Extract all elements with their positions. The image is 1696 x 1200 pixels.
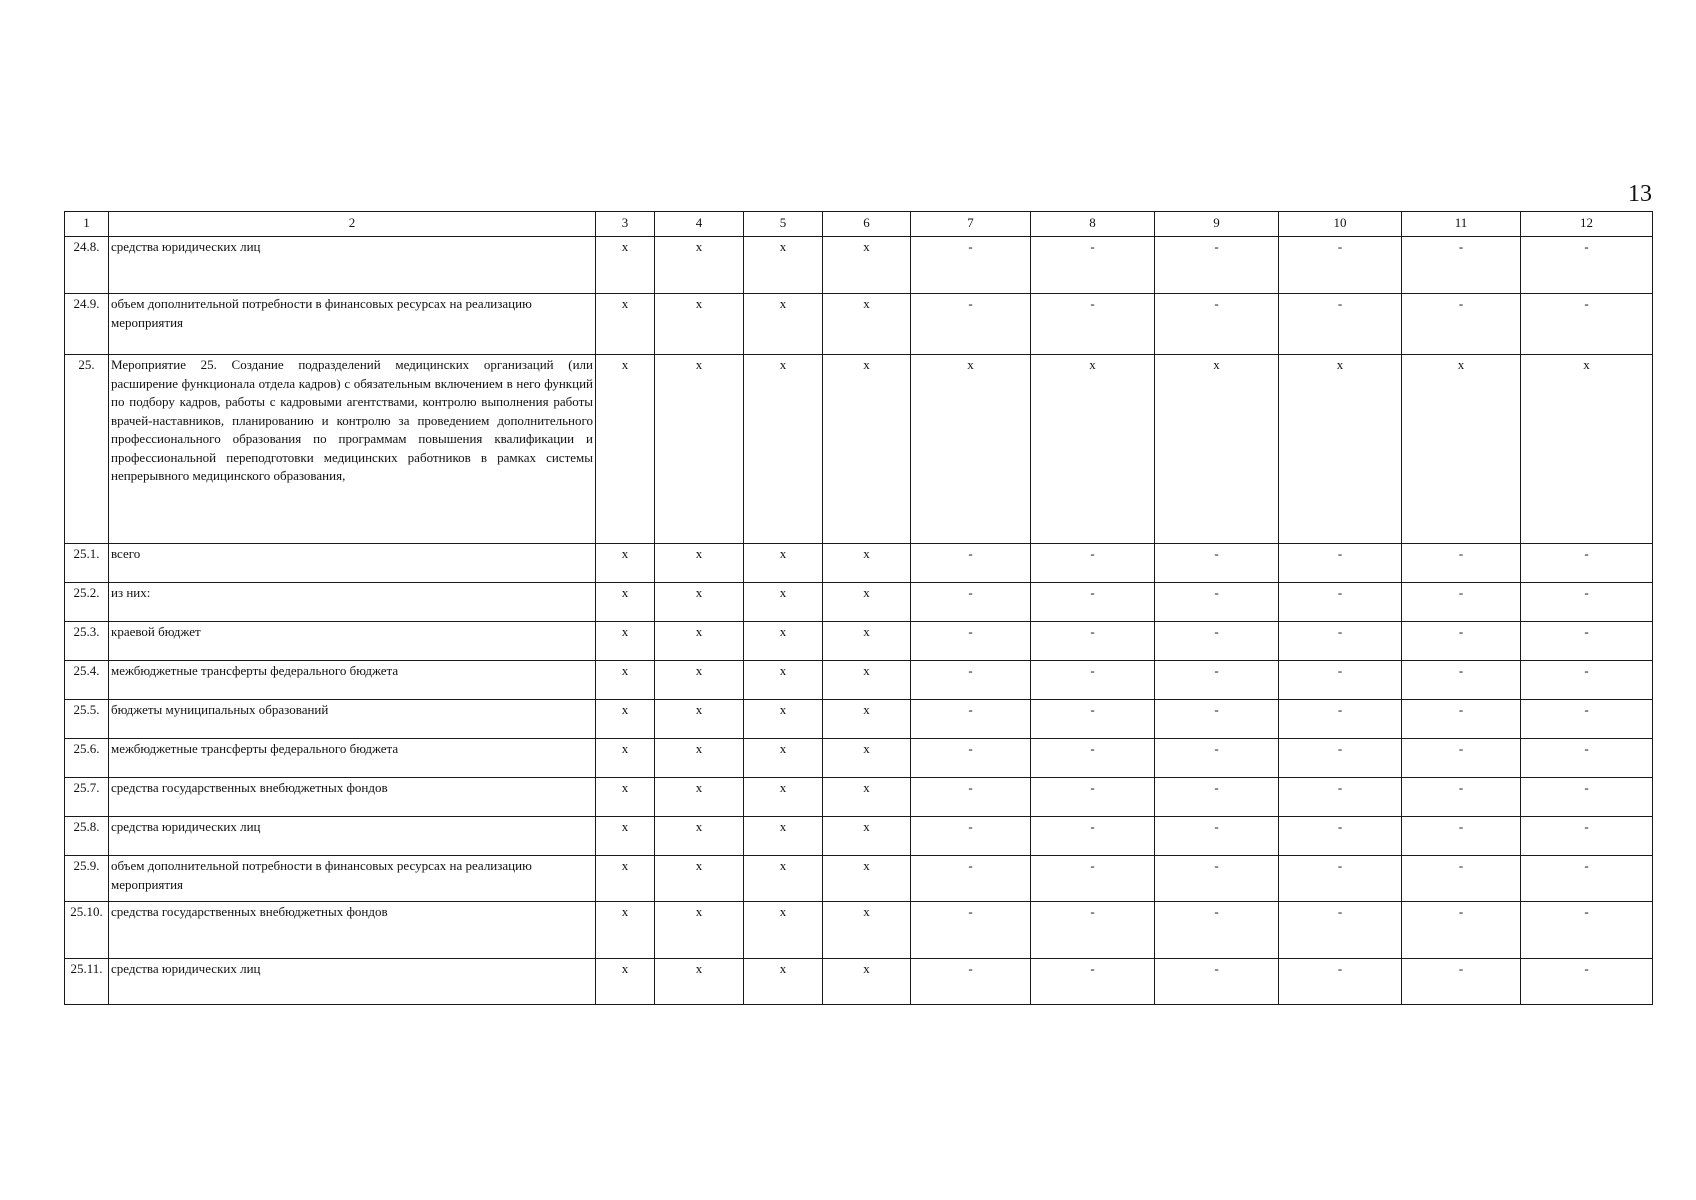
table-row: [65, 902, 1653, 959]
value-cell: -: [1031, 622, 1155, 661]
row-description: краевой бюджет: [109, 622, 596, 661]
value-cell: -: [1521, 959, 1653, 1005]
header-row: [65, 212, 1653, 237]
value-cell: x: [655, 661, 744, 700]
row-number: 25.3.: [65, 622, 109, 661]
value-cell: -: [1521, 902, 1653, 959]
value-cell: x: [823, 237, 911, 294]
value-cell: x: [596, 583, 655, 622]
table-row: [65, 544, 1653, 583]
value-cell: -: [1031, 237, 1155, 294]
value-cell: -: [1402, 778, 1521, 817]
value-cell: -: [911, 778, 1031, 817]
table-row: [65, 583, 1653, 622]
value-cell: -: [1402, 583, 1521, 622]
value-cell: -: [1402, 817, 1521, 856]
value-cell: x: [1402, 355, 1521, 544]
row-description: средства государственных внебюджетных фондов: [109, 902, 596, 959]
value-cell: x: [823, 902, 911, 959]
value-cell: -: [1521, 856, 1653, 902]
table-row: [65, 622, 1653, 661]
value-cell: x: [744, 856, 823, 902]
value-cell: -: [1031, 700, 1155, 739]
value-cell: -: [911, 959, 1031, 1005]
value-cell: -: [1155, 778, 1279, 817]
row-number: 24.8.: [65, 237, 109, 294]
value-cell: -: [1521, 700, 1653, 739]
value-cell: -: [1155, 661, 1279, 700]
value-cell: x: [744, 700, 823, 739]
row-description: средства юридических лиц: [109, 237, 596, 294]
row-description: средства юридических лиц: [109, 959, 596, 1005]
row-description: средства государственных внебюджетных фондов: [109, 778, 596, 817]
value-cell: -: [1031, 959, 1155, 1005]
row-number: 25.2.: [65, 583, 109, 622]
header-cell: 12: [1521, 212, 1653, 237]
value-cell: -: [1031, 817, 1155, 856]
value-cell: -: [1402, 661, 1521, 700]
value-cell: x: [596, 856, 655, 902]
value-cell: x: [1279, 355, 1402, 544]
value-cell: -: [1521, 622, 1653, 661]
value-cell: x: [655, 237, 744, 294]
table-row: [65, 959, 1653, 1005]
value-cell: x: [1521, 355, 1653, 544]
header-cell: 9: [1155, 212, 1279, 237]
value-cell: -: [1402, 959, 1521, 1005]
value-cell: -: [1521, 237, 1653, 294]
value-cell: -: [911, 817, 1031, 856]
row-description: всего: [109, 544, 596, 583]
row-number: 25.11.: [65, 959, 109, 1005]
value-cell: -: [1279, 959, 1402, 1005]
header-cell: 11: [1402, 212, 1521, 237]
header-cell: 2: [109, 212, 596, 237]
value-cell: x: [655, 739, 744, 778]
header-cell: 6: [823, 212, 911, 237]
value-cell: -: [1031, 544, 1155, 583]
value-cell: x: [596, 902, 655, 959]
table-row: [65, 739, 1653, 778]
value-cell: -: [1279, 583, 1402, 622]
value-cell: -: [1279, 817, 1402, 856]
value-cell: x: [596, 544, 655, 583]
value-cell: x: [655, 622, 744, 661]
value-cell: -: [911, 583, 1031, 622]
table-row: [65, 355, 1653, 544]
row-number: 25.4.: [65, 661, 109, 700]
value-cell: x: [744, 817, 823, 856]
value-cell: x: [823, 856, 911, 902]
header-cell: 10: [1279, 212, 1402, 237]
value-cell: -: [911, 622, 1031, 661]
value-cell: -: [1155, 294, 1279, 355]
value-cell: x: [655, 583, 744, 622]
value-cell: x: [655, 700, 744, 739]
value-cell: x: [596, 237, 655, 294]
value-cell: -: [1402, 237, 1521, 294]
value-cell: -: [1031, 583, 1155, 622]
value-cell: x: [655, 817, 744, 856]
value-cell: x: [911, 355, 1031, 544]
value-cell: -: [911, 661, 1031, 700]
value-cell: x: [655, 959, 744, 1005]
value-cell: -: [1521, 739, 1653, 778]
value-cell: -: [1402, 700, 1521, 739]
value-cell: -: [911, 739, 1031, 778]
value-cell: x: [655, 294, 744, 355]
row-number: 25.9.: [65, 856, 109, 902]
row-number: 25.5.: [65, 700, 109, 739]
value-cell: x: [744, 355, 823, 544]
table-row: [65, 237, 1653, 294]
table-row: [65, 856, 1653, 902]
value-cell: x: [823, 294, 911, 355]
value-cell: x: [744, 661, 823, 700]
row-number: 25.7.: [65, 778, 109, 817]
value-cell: -: [1155, 856, 1279, 902]
value-cell: x: [744, 622, 823, 661]
value-cell: -: [1155, 622, 1279, 661]
row-number: 25.8.: [65, 817, 109, 856]
value-cell: x: [744, 739, 823, 778]
value-cell: -: [1031, 778, 1155, 817]
value-cell: x: [744, 237, 823, 294]
value-cell: -: [1402, 544, 1521, 583]
row-number: 25.6.: [65, 739, 109, 778]
value-cell: -: [1155, 700, 1279, 739]
value-cell: x: [655, 544, 744, 583]
value-cell: x: [744, 959, 823, 1005]
value-cell: x: [744, 902, 823, 959]
value-cell: -: [1521, 778, 1653, 817]
value-cell: x: [1155, 355, 1279, 544]
value-cell: x: [823, 622, 911, 661]
value-cell: x: [596, 622, 655, 661]
value-cell: -: [911, 700, 1031, 739]
value-cell: -: [1279, 902, 1402, 959]
row-number: 25.: [65, 355, 109, 544]
value-cell: -: [1031, 902, 1155, 959]
value-cell: x: [1031, 355, 1155, 544]
value-cell: x: [655, 778, 744, 817]
value-cell: -: [911, 856, 1031, 902]
value-cell: x: [596, 661, 655, 700]
value-cell: x: [596, 959, 655, 1005]
header-cell: 4: [655, 212, 744, 237]
value-cell: -: [1279, 237, 1402, 294]
value-cell: x: [744, 778, 823, 817]
header-cell: 7: [911, 212, 1031, 237]
value-cell: x: [596, 700, 655, 739]
row-description: средства юридических лиц: [109, 817, 596, 856]
value-cell: -: [1279, 778, 1402, 817]
row-description: Мероприятие 25. Создание подразделений медицинских организаций (или расширение функционала отдела кадров) с обязательным включением в него функций по подбору кадров, работы с кадровыми агентствами, контролю выполнения работы врачей-наставников, планированию и контролю за проведением дополнительного профессионального образования по программам повышения квалификации и профессиональной переподготовки медицинских работников в рамках системы непрерывного медицинского образования,: [109, 355, 596, 544]
value-cell: -: [1521, 294, 1653, 355]
table-row: [65, 817, 1653, 856]
value-cell: x: [596, 817, 655, 856]
table-row: [65, 700, 1653, 739]
value-cell: -: [1155, 583, 1279, 622]
value-cell: x: [655, 902, 744, 959]
value-cell: -: [1031, 739, 1155, 778]
value-cell: -: [1031, 661, 1155, 700]
value-cell: x: [823, 778, 911, 817]
value-cell: -: [1402, 856, 1521, 902]
value-cell: -: [1155, 237, 1279, 294]
value-cell: x: [823, 817, 911, 856]
row-number: 25.10.: [65, 902, 109, 959]
header-cell: 5: [744, 212, 823, 237]
value-cell: -: [911, 237, 1031, 294]
row-description: межбюджетные трансферты федерального бюджета: [109, 739, 596, 778]
value-cell: x: [596, 739, 655, 778]
value-cell: -: [1279, 622, 1402, 661]
value-cell: -: [1279, 544, 1402, 583]
row-description: межбюджетные трансферты федерального бюджета: [109, 661, 596, 700]
value-cell: -: [1521, 583, 1653, 622]
value-cell: x: [596, 778, 655, 817]
value-cell: -: [1521, 544, 1653, 583]
header-cell: 8: [1031, 212, 1155, 237]
row-description: из них:: [109, 583, 596, 622]
value-cell: x: [596, 355, 655, 544]
row-description: бюджеты муниципальных образований: [109, 700, 596, 739]
value-cell: x: [744, 583, 823, 622]
value-cell: x: [823, 544, 911, 583]
value-cell: -: [1155, 959, 1279, 1005]
value-cell: -: [1279, 294, 1402, 355]
value-cell: -: [1402, 294, 1521, 355]
page-number: 13: [1628, 181, 1652, 207]
value-cell: x: [823, 739, 911, 778]
row-description: объем дополнительной потребности в финансовых ресурсах на реализацию мероприятия: [109, 294, 596, 355]
row-number: 24.9.: [65, 294, 109, 355]
table-row: [65, 778, 1653, 817]
value-cell: -: [1155, 544, 1279, 583]
value-cell: -: [1402, 902, 1521, 959]
value-cell: -: [1279, 856, 1402, 902]
value-cell: -: [1521, 817, 1653, 856]
value-cell: x: [823, 661, 911, 700]
value-cell: -: [1279, 661, 1402, 700]
value-cell: -: [1279, 700, 1402, 739]
row-description: объем дополнительной потребности в финансовых ресурсах на реализацию мероприятия: [109, 856, 596, 902]
table-row: [65, 661, 1653, 700]
value-cell: -: [1155, 817, 1279, 856]
value-cell: x: [596, 294, 655, 355]
value-cell: x: [823, 583, 911, 622]
value-cell: x: [655, 856, 744, 902]
row-number: 25.1.: [65, 544, 109, 583]
value-cell: -: [1521, 661, 1653, 700]
value-cell: -: [1031, 294, 1155, 355]
header-cell: 1: [65, 212, 109, 237]
value-cell: x: [823, 700, 911, 739]
value-cell: x: [744, 294, 823, 355]
value-cell: x: [823, 355, 911, 544]
value-cell: -: [1155, 739, 1279, 778]
value-cell: -: [911, 544, 1031, 583]
value-cell: -: [1402, 739, 1521, 778]
value-cell: x: [655, 355, 744, 544]
value-cell: -: [1155, 902, 1279, 959]
value-cell: -: [1279, 739, 1402, 778]
value-cell: -: [1031, 856, 1155, 902]
table-row: [65, 294, 1653, 355]
value-cell: x: [823, 959, 911, 1005]
value-cell: -: [911, 902, 1031, 959]
value-cell: -: [911, 294, 1031, 355]
value-cell: -: [1402, 622, 1521, 661]
value-cell: x: [744, 544, 823, 583]
header-cell: 3: [596, 212, 655, 237]
budget-table: [64, 211, 1653, 1005]
